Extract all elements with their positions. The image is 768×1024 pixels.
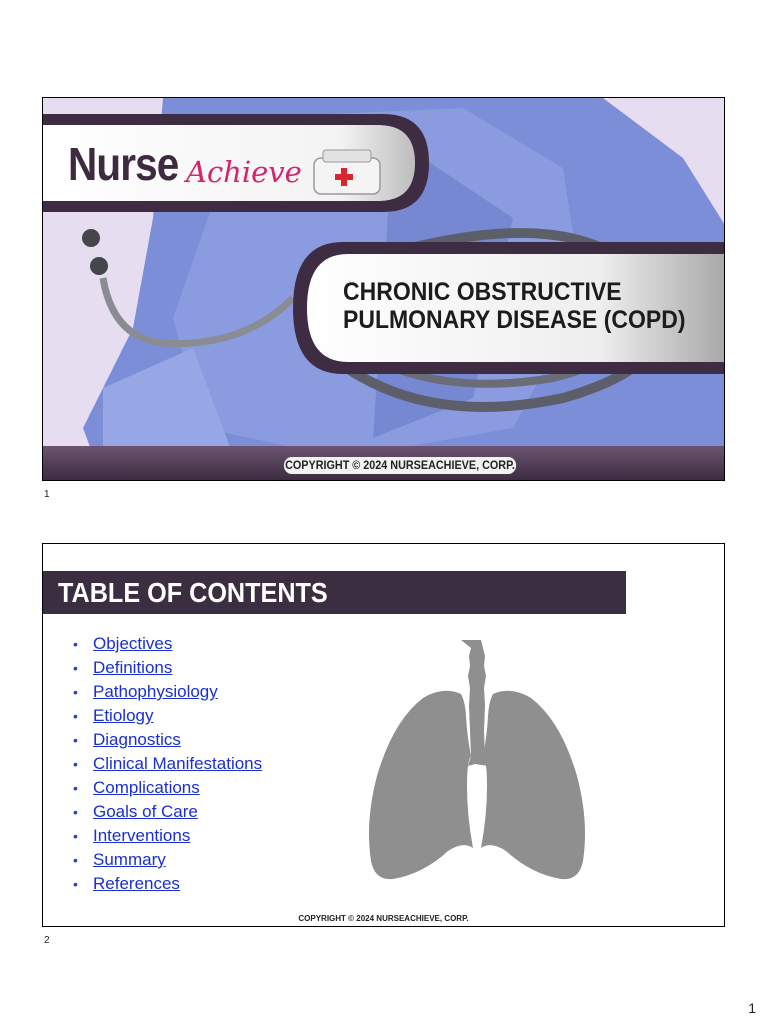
toc-link-objectives[interactable]: Objectives: [93, 634, 173, 653]
toc-link-interventions[interactable]: Interventions: [93, 826, 191, 845]
toc-title: TABLE OF CONTENTS: [58, 577, 328, 608]
toc-link-diagnostics[interactable]: Diagnostics: [93, 730, 181, 749]
brand-logo-achieve: Achieve: [186, 155, 302, 189]
toc-link-complications[interactable]: Complications: [93, 778, 200, 797]
toc-link-summary[interactable]: Summary: [93, 850, 166, 869]
title-line-2: PULMONARY DISEASE (COPD): [343, 306, 686, 334]
title-line-1: CHRONIC OBSTRUCTIVE: [343, 278, 622, 306]
slide-number-1: 1: [44, 489, 50, 500]
bullet: •: [73, 684, 78, 700]
bullet: •: [73, 780, 78, 796]
slide-title: [343, 278, 715, 334]
toc-header-bar: [43, 571, 626, 614]
toc-link-references[interactable]: References: [93, 874, 180, 893]
bullet: •: [73, 732, 78, 748]
bullet: •: [73, 660, 78, 676]
bullet: •: [73, 804, 78, 820]
bullet: •: [73, 708, 78, 724]
toc-link-definitions[interactable]: Definitions: [93, 658, 173, 677]
copyright-banner: COPYRIGHT © 2024 NURSEACHIEVE, CORP.: [285, 458, 515, 472]
table-of-contents-slide: [42, 543, 725, 927]
bullet: •: [73, 756, 78, 772]
bullet: •: [73, 876, 78, 892]
page-footer-number: 1: [748, 1000, 756, 1016]
slide-number-2: 2: [44, 935, 50, 946]
toc-link-etiology[interactable]: Etiology: [93, 706, 154, 725]
toc-link-clinical-manifestations[interactable]: Clinical Manifestations: [93, 754, 263, 773]
bullet: •: [73, 636, 78, 652]
copyright-footer: COPYRIGHT © 2024 NURSEACHIEVE, CORP.: [298, 914, 469, 923]
lungs-icon: [363, 636, 593, 891]
bullet: •: [73, 828, 78, 844]
title-slide: [42, 97, 725, 481]
brand-logo-nurse: Nurse: [68, 138, 179, 190]
toc-link-pathophysiology[interactable]: Pathophysiology: [93, 682, 218, 701]
bullet: •: [73, 852, 78, 868]
toc-link-goals-of-care[interactable]: Goals of Care: [93, 802, 198, 821]
